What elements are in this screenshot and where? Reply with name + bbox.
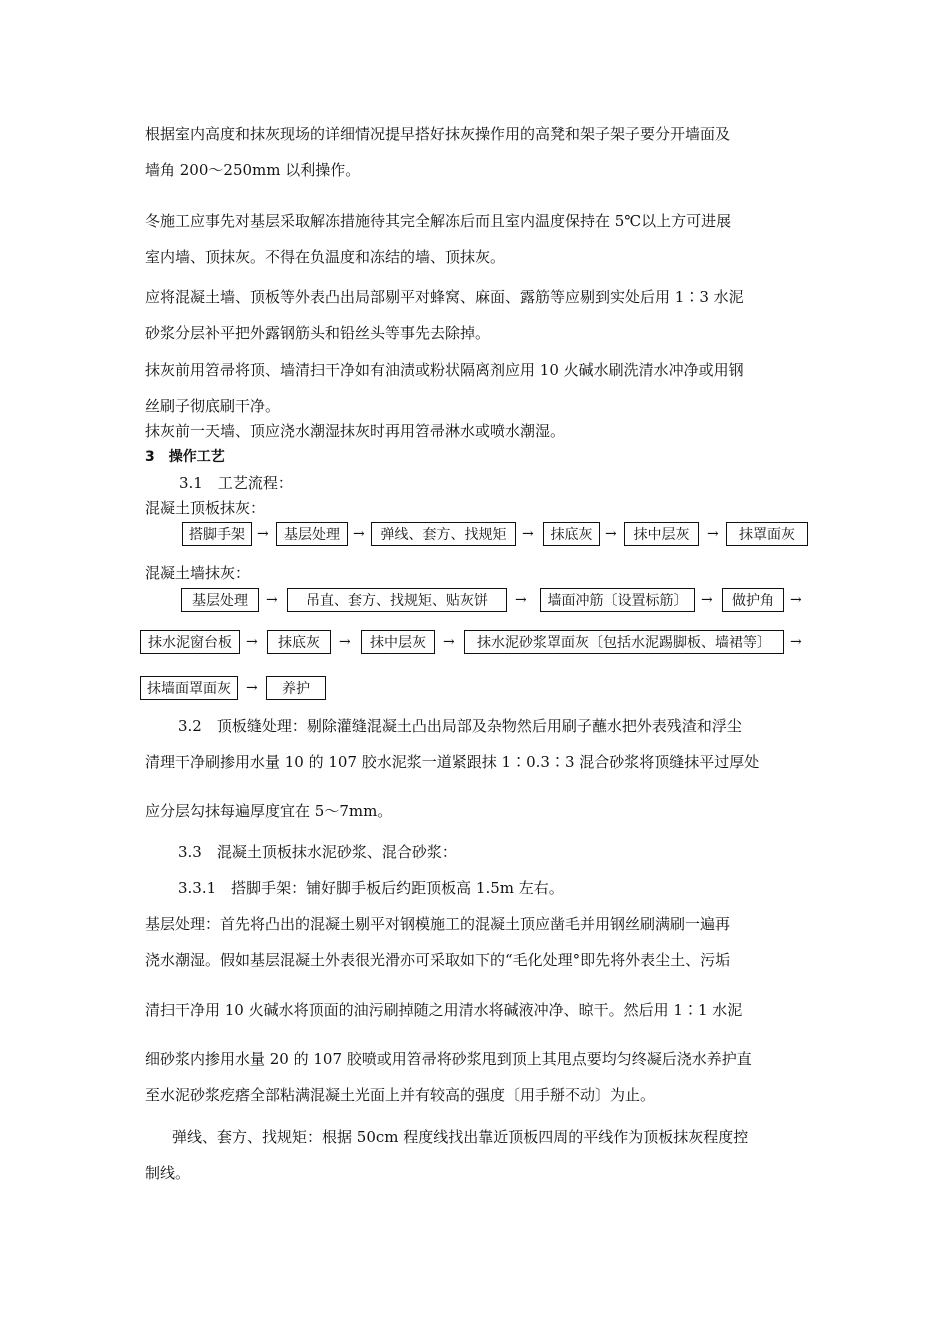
paragraph-line: 丝刷子彻底刷干净。: [145, 397, 281, 415]
flow-step: 养护: [266, 676, 326, 700]
flow-step: 吊直、套方、找规矩、贴灰饼: [287, 588, 507, 612]
flow-step: 墙面冲筋〔设置标筋〕: [540, 588, 695, 612]
ceiling-flow-label: 混凝土顶板抹灰：: [145, 499, 266, 517]
paragraph-line: 冬施工应事先对基层采取解冻措施待其完全解冻后而且室内温度保持在 5℃以上方可进展: [145, 212, 732, 230]
flow-step: 基层处理: [181, 588, 259, 612]
flow-arrow: →: [790, 634, 802, 650]
flow-arrow: →: [605, 526, 617, 542]
flow-arrow: →: [522, 526, 534, 542]
flow-arrow: →: [246, 680, 258, 696]
paragraph-line: 抹灰前用笤帚将顶、墙清扫干净如有油渍或粉状隔离剂应用 10 火碱水刷洗清水冲净或用钢: [145, 361, 744, 379]
flow-step: 抹水泥窗台板: [140, 630, 240, 654]
flow-arrow: →: [790, 592, 802, 608]
paragraph-line: 砂浆分层补平把外露钢筋头和铅丝头等事先去除掉。: [145, 324, 491, 342]
paragraph-line: 3.3.1 搭脚手架：铺好脚手板后约距顶板高 1.5m 左右。: [178, 879, 564, 897]
paragraph-line: 细砂浆内掺用水量 20 的 107 胶喷或用笤帚将砂浆甩到顶上其甩点要均匀终凝后浇水养护直: [145, 1050, 752, 1068]
flow-step: 抹底灰: [267, 630, 331, 654]
flow-step: 抹墙面罩面灰: [140, 676, 238, 700]
section-heading: 3 操作工艺: [145, 449, 225, 465]
paragraph-line: 清理干净刷掺用水量 10 的 107 胶水泥浆一道紧跟抹 1∶0.3∶3 混合砂浆将顶缝抹平过厚处: [145, 753, 760, 771]
flow-arrow: →: [266, 592, 278, 608]
paragraph-line: 浇水潮湿。假如基层混凝土外表很光滑亦可采取如下的“毛化处理°即先将外表尘土、污垢: [145, 951, 731, 969]
paragraph-line: 3.2 顶板缝处理：剔除灌缝混凝土凸出局部及杂物然后用刷子蘸水把外表残渣和浮尘: [178, 717, 742, 735]
paragraph-line: 清扫干净用 10 火碱水将顶面的油污刷掉随之用清水将碱液冲净、晾干。然后用 1∶1 水泥: [145, 1001, 743, 1019]
flow-arrow: →: [339, 634, 351, 650]
flow-step: 基层处理: [276, 522, 348, 546]
flow-step: 做护角: [722, 588, 784, 612]
paragraph-line: 至水泥砂浆疙瘩全部粘满混凝土光面上并有较高的强度〔用手掰不动〕为止。: [145, 1086, 656, 1104]
flow-step: 抹罩面灰: [726, 522, 808, 546]
flow-step: 抹中层灰: [624, 522, 699, 546]
flow-step: 抹中层灰: [361, 630, 435, 654]
paragraph-line: 弹线、套方、找规矩：根据 50cm 程度线找出靠近顶板四周的平线作为顶板抹灰程度控: [172, 1128, 749, 1146]
paragraph-line: 制线。: [145, 1164, 191, 1182]
paragraph-line: 墙角 200～250mm 以利操作。: [145, 161, 361, 179]
subsection-heading: 3.3 混凝土顶板抹水泥砂浆、混合砂浆：: [178, 843, 457, 861]
flow-arrow: →: [443, 634, 455, 650]
flow-step: 弹线、套方、找规矩: [371, 522, 516, 546]
paragraph-line: 应分层勾抹每遍厚度宜在 5～7mm。: [145, 802, 393, 820]
flow-arrow: →: [257, 526, 269, 542]
subsection-heading: 3.1 工艺流程：: [179, 474, 293, 492]
flow-arrow: →: [701, 592, 713, 608]
paragraph-line: 根据室内高度和抹灰现场的详细情况提早搭好抹灰操作用的高凳和架子架子要分开墙面及: [145, 125, 731, 143]
flow-arrow: →: [707, 526, 719, 542]
wall-flow-label: 混凝土墙抹灰：: [145, 564, 251, 582]
paragraph-line: 抹灰前一天墙、顶应浇水潮湿抹灰时再用笤帚淋水或喷水潮湿。: [145, 422, 566, 440]
flow-step: 抹水泥砂浆罩面灰〔包括水泥踢脚板、墙裙等〕: [464, 630, 784, 654]
paragraph-line: 室内墙、顶抹灰。不得在负温度和冻结的墙、顶抹灰。: [145, 248, 506, 266]
paragraph-line: 基层处理：首先将凸出的混凝土剔平对钢模施工的混凝土顶应凿毛并用钢丝刷满刷一遍再: [145, 915, 731, 933]
flow-arrow: →: [515, 592, 527, 608]
paragraph-line: 应将混凝土墙、顶板等外表凸出局部剔平对蜂窝、麻面、露筋等应剔到实处后用 1∶3 水泥: [145, 288, 744, 306]
flow-arrow: →: [353, 526, 365, 542]
flow-step: 搭脚手架: [182, 522, 252, 546]
flow-step: 抹底灰: [543, 522, 600, 546]
flow-arrow: →: [246, 634, 258, 650]
